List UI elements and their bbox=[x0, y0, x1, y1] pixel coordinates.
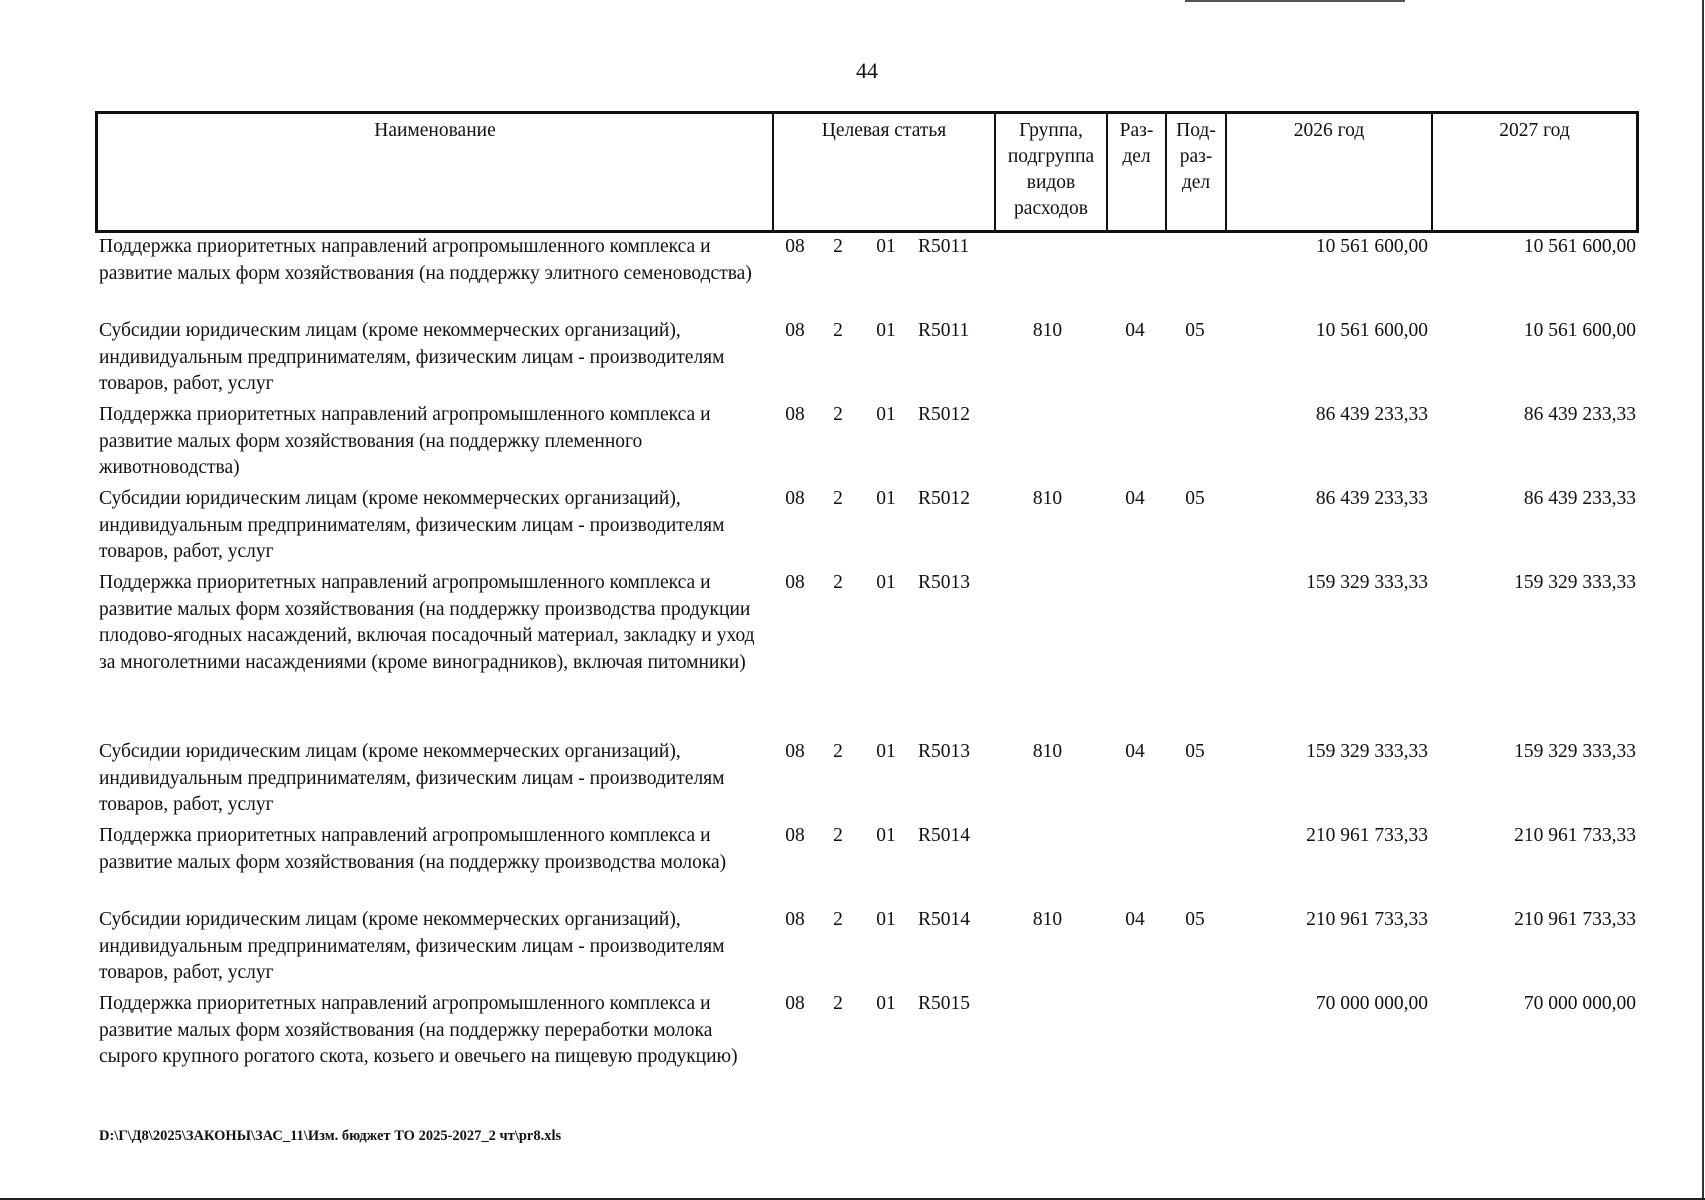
row-amount-2026: 10 561 600,00 bbox=[1315, 320, 1428, 341]
row-code-subprogram: 2 bbox=[833, 572, 843, 593]
header-year-2027-label: 2027 год bbox=[1499, 120, 1570, 141]
row-code-subprogram: 2 bbox=[833, 404, 843, 425]
row-code-program: 08 bbox=[785, 572, 805, 593]
row-razdel: 04 bbox=[1125, 909, 1145, 930]
row-amount-2026: 10 561 600,00 bbox=[1315, 236, 1428, 257]
row-razdel: 04 bbox=[1125, 320, 1145, 341]
row-amount-2026: 159 329 333,33 bbox=[1306, 741, 1428, 762]
row-code-subprogram: 2 bbox=[833, 488, 843, 509]
row-amount-2026: 159 329 333,33 bbox=[1306, 572, 1428, 593]
row-code-direction: R5012 bbox=[918, 488, 971, 509]
row-expense-group: 810 bbox=[1032, 909, 1063, 930]
row-code-subprogram: 2 bbox=[833, 320, 843, 341]
row-name: Поддержка приоритетных направлений агропромышленного комплекса и развитие малых форм хозяйствования (на поддержку производства продукции плодово-ягодных насаждений, включая посадочный материал, закладку и уход за многолетними насаждениями (кроме виноградников), включая питомники) bbox=[99, 572, 755, 673]
header-razdel bbox=[1106, 114, 1165, 230]
header-podrazdel bbox=[1165, 114, 1225, 230]
row-amount-2027: 210 961 733,33 bbox=[1514, 909, 1636, 930]
scan-right-edge bbox=[1702, 0, 1704, 1200]
row-amount-2027: 210 961 733,33 bbox=[1514, 825, 1636, 846]
row-name: Субсидии юридическим лицам (кроме некоммерческих организаций), индивидуальным предпринимателям, физическим лицам - производителям товаров, работ, услуг bbox=[99, 320, 725, 394]
row-expense-group: 810 bbox=[1032, 741, 1063, 762]
row-razdel: 04 bbox=[1125, 488, 1145, 509]
row-amount-2027: 10 561 600,00 bbox=[1523, 320, 1636, 341]
row-podrazdel: 05 bbox=[1185, 488, 1205, 509]
row-code-event: 01 bbox=[876, 825, 896, 846]
header-name-label: Наименование bbox=[374, 120, 496, 141]
row-amount-2027: 70 000 000,00 bbox=[1523, 993, 1636, 1014]
row-name: Субсидии юридическим лицам (кроме некоммерческих организаций), индивидуальным предпринимателям, физическим лицам - производителям товаров, работ, услуг bbox=[99, 741, 725, 815]
row-name: Поддержка приоритетных направлений агропромышленного комплекса и развитие малых форм хозяйствования (на поддержку элитного семеноводства) bbox=[99, 236, 752, 284]
row-name: Поддержка приоритетных направлений агропромышленного комплекса и развитие малых форм хозяйствования (на поддержку переработки молока сырого крупного рогатого скота, козьего и овечьего на пищевую продукцию) bbox=[99, 993, 738, 1067]
scan-top-mark bbox=[1185, 0, 1405, 2]
header-podrazdel-line: Под- bbox=[1176, 120, 1216, 141]
header-razdel-line: дел bbox=[1122, 146, 1151, 167]
header-group-line: расходов bbox=[1014, 198, 1088, 219]
table-header bbox=[95, 111, 1639, 233]
row-expense-group: 810 bbox=[1032, 488, 1063, 509]
header-year-2026-label: 2026 год bbox=[1293, 120, 1365, 141]
row-podrazdel: 05 bbox=[1185, 909, 1205, 930]
row-podrazdel: 05 bbox=[1185, 741, 1205, 762]
row-expense-group: 810 bbox=[1032, 320, 1063, 341]
row-amount-2027: 159 329 333,33 bbox=[1514, 572, 1636, 593]
header-group-line: подгруппа bbox=[1007, 146, 1095, 167]
row-amount-2026: 210 961 733,33 bbox=[1306, 909, 1428, 930]
row-code-direction: R5011 bbox=[918, 236, 970, 257]
row-amount-2027: 86 439 233,33 bbox=[1523, 488, 1636, 509]
row-amount-2027: 159 329 333,33 bbox=[1514, 741, 1636, 762]
row-code-direction: R5015 bbox=[918, 993, 971, 1014]
row-code-direction: R5014 bbox=[918, 825, 971, 846]
row-code-event: 01 bbox=[876, 320, 896, 341]
row-code-event: 01 bbox=[876, 572, 896, 593]
row-code-direction: R5011 bbox=[918, 320, 970, 341]
row-code-program: 08 bbox=[785, 320, 805, 341]
header-year-2027 bbox=[1431, 114, 1636, 230]
row-code-event: 01 bbox=[876, 404, 896, 425]
header-group-line: Группа, bbox=[1019, 120, 1083, 141]
row-amount-2026: 86 439 233,33 bbox=[1315, 404, 1428, 425]
header-target-article-label: Целевая статья bbox=[821, 120, 947, 141]
row-code-event: 01 bbox=[876, 488, 896, 509]
row-code-direction: R5014 bbox=[918, 909, 971, 930]
row-code-subprogram: 2 bbox=[833, 236, 843, 257]
header-podrazdel-line: раз- bbox=[1179, 146, 1213, 167]
header-group bbox=[994, 114, 1106, 230]
row-podrazdel: 05 bbox=[1185, 320, 1205, 341]
row-code-program: 08 bbox=[785, 741, 805, 762]
row-name: Поддержка приоритетных направлений агропромышленного комплекса и развитие малых форм хозяйствования (на поддержку производства молока) bbox=[99, 825, 727, 873]
row-code-program: 08 bbox=[785, 825, 805, 846]
row-amount-2026: 210 961 733,33 bbox=[1306, 825, 1428, 846]
row-code-direction: R5012 bbox=[918, 404, 971, 425]
header-year-2026 bbox=[1225, 114, 1431, 230]
row-code-program: 08 bbox=[785, 909, 805, 930]
row-code-program: 08 bbox=[785, 236, 805, 257]
row-code-subprogram: 2 bbox=[833, 993, 843, 1014]
row-razdel: 04 bbox=[1125, 741, 1145, 762]
row-code-subprogram: 2 bbox=[833, 825, 843, 846]
header-podrazdel-line: дел bbox=[1181, 172, 1211, 193]
row-code-event: 01 bbox=[876, 993, 896, 1014]
file-path-footer: D:\Г\Д8\2025\ЗАКОНЫ\ЗАС_11\Изм. бюджет ТО 2025-2027_2 чт\pr8.xls bbox=[99, 1128, 562, 1144]
row-code-subprogram: 2 bbox=[833, 909, 843, 930]
row-code-event: 01 bbox=[876, 236, 896, 257]
row-amount-2026: 70 000 000,00 bbox=[1315, 993, 1428, 1014]
row-code-direction: R5013 bbox=[918, 741, 971, 762]
row-amount-2027: 86 439 233,33 bbox=[1523, 404, 1636, 425]
row-code-program: 08 bbox=[785, 488, 805, 509]
row-code-direction: R5013 bbox=[918, 572, 971, 593]
header-target-article bbox=[772, 114, 994, 230]
row-name: Субсидии юридическим лицам (кроме некоммерческих организаций), индивидуальным предпринимателям, физическим лицам - производителям товаров, работ, услуг bbox=[99, 909, 725, 983]
header-group-line: видов bbox=[1026, 172, 1076, 193]
row-amount-2027: 10 561 600,00 bbox=[1523, 236, 1636, 257]
row-code-subprogram: 2 bbox=[833, 741, 843, 762]
row-code-program: 08 bbox=[785, 404, 805, 425]
row-amount-2026: 86 439 233,33 bbox=[1315, 488, 1428, 509]
header-name bbox=[98, 114, 772, 230]
page-number: 44 bbox=[856, 58, 878, 83]
row-name: Субсидии юридическим лицам (кроме некоммерческих организаций), индивидуальным предпринимателям, физическим лицам - производителям товаров, работ, услуг bbox=[99, 488, 725, 562]
header-razdel-line: Раз- bbox=[1119, 120, 1154, 141]
row-code-program: 08 bbox=[785, 993, 805, 1014]
row-code-event: 01 bbox=[876, 909, 896, 930]
row-code-event: 01 bbox=[876, 741, 896, 762]
row-name: Поддержка приоритетных направлений агропромышленного комплекса и развитие малых форм хозяйствования (на поддержку племенного животноводства) bbox=[99, 404, 711, 478]
